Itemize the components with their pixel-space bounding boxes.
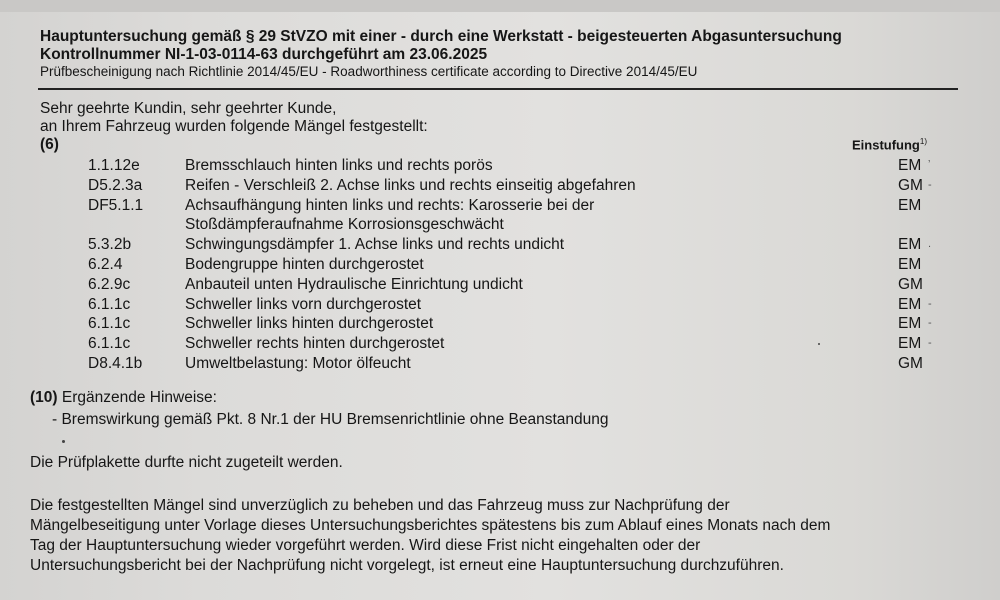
defect-code: 1.1.12e (88, 157, 140, 174)
pen-tick-mark: ʼ (928, 159, 931, 171)
defect-code: D5.2.3a (88, 176, 143, 194)
defect-classification: GM (898, 275, 923, 293)
defect-description-continuation: Stoßdämpferaufnahme Korrosionsgeschwächt (185, 216, 504, 234)
defect-code: 5.3.2b (88, 236, 132, 254)
pen-tick-mark: . (928, 238, 932, 251)
defect-list (0, 156, 1000, 374)
defect-description-line: Umweltbelastung: Motor ölfeucht (185, 354, 411, 372)
defect-row (0, 295, 1000, 315)
classification-label: Einstufung (852, 137, 920, 153)
pen-tick-mark: - (928, 317, 932, 330)
pen-tick-mark: - (928, 337, 932, 350)
defect-row (0, 156, 1000, 176)
defect-classification: EM (898, 196, 922, 214)
greeting-line: Sehr geehrte Kundin, sehr geehrter Kunde, (40, 100, 337, 117)
paper-speck (62, 440, 65, 443)
final-paragraph-line: Die festgestellten Mängel sind unverzüglich zu beheben und das Fahrzeug muss zur Nachprüfung der (30, 497, 730, 514)
defect-description-line: Bodengruppe hinten durchgerostet (185, 255, 424, 273)
paper-speck (818, 343, 820, 345)
defect-code: 6.2.4 (88, 255, 123, 273)
defect-description (185, 196, 594, 236)
defects-section-number: (6) (40, 136, 59, 153)
report-header (40, 28, 970, 80)
defect-code: D8.4.1b (88, 354, 143, 372)
defect-row (0, 176, 1000, 196)
defect-description-line: Anbauteil unten Hydraulische Einrichtung undicht (185, 275, 523, 293)
defect-classification: GM (898, 354, 923, 372)
defect-description-line: Schwingungsdämpfer 1. Achse links und rechts undicht (185, 236, 565, 254)
defect-classification: GM (898, 176, 923, 194)
defect-row (0, 196, 1000, 236)
defect-description-line: Schweller links hinten durchgerostet (185, 315, 434, 333)
defect-description (185, 275, 523, 295)
final-paragraph-line: Mängelbeseitigung unter Vorlage dieses Untersuchungsberichtes spätestens bis zum Ablauf eines Monats nach dem (30, 517, 831, 534)
defect-description (185, 354, 411, 374)
defect-code: 6.1.1c (88, 295, 131, 313)
defect-description-line: Reifen - Verschleiß 2. Achse links und rechts einseitig abgefahren (185, 176, 636, 194)
notes-section-number: (10) (30, 389, 58, 406)
defect-description (185, 235, 564, 255)
defect-classification: EM (898, 236, 922, 254)
defect-description-line: Bremsschlauch hinten links und rechts porös (185, 157, 493, 174)
control-number: Kontrollnummer NI-1-03-0114-63 durchgeführt am 23.06.2025 (40, 46, 488, 63)
defect-classification: EM (898, 295, 922, 313)
defect-row (0, 235, 1000, 255)
defect-row (0, 275, 1000, 295)
final-paragraph-line: Tag der Hauptuntersuchung wieder vorgeführt werden. Wird diese Frist nicht eingehalten oder der (30, 537, 701, 554)
header-divider (38, 88, 958, 90)
classification-column-header (852, 137, 927, 152)
defect-description (185, 156, 493, 176)
defect-classification: EM (898, 255, 922, 273)
defect-description (185, 334, 444, 354)
defect-classification: EM (898, 315, 922, 333)
defect-description (185, 255, 424, 275)
report-title: Hauptuntersuchung gemäß § 29 StVZO mit einer - durch eine Werkstatt - beigesteuerten Abgasuntersuchung (40, 28, 842, 45)
defects-intro: an Ihrem Fahrzeug wurden folgende Mängel festgestellt: (40, 118, 428, 135)
defect-row (0, 314, 1000, 334)
pen-tick-mark: - (928, 297, 932, 310)
defect-classification: EM (898, 335, 922, 353)
pen-tick-mark: - (928, 178, 932, 191)
defect-row (0, 354, 1000, 374)
defect-description-line: Schweller rechts hinten durchgerostet (185, 335, 445, 353)
defect-code: DF5.1.1 (88, 196, 144, 214)
sticker-notice: Die Prüfplakette durfte nicht zugeteilt werden. (30, 454, 343, 471)
defect-description (185, 314, 433, 334)
defect-row (0, 334, 1000, 354)
defect-description (185, 176, 636, 196)
certificate-subtitle: Prüfbescheinigung nach Richtlinie 2014/45/EU - Roadworthiness certificate according to Directive 2014/45/EU (40, 64, 698, 79)
defect-description (185, 295, 421, 315)
notes-item: - Bremswirkung gemäß Pkt. 8 Nr.1 der HU Bremsenrichtlinie ohne Beanstandung (52, 411, 609, 428)
notes-section-title: Ergänzende Hinweise: (61, 389, 217, 406)
defect-code: 6.2.9c (88, 275, 131, 293)
notes-section-heading (30, 389, 217, 407)
defect-description-line: Achsaufhängung hinten links und rechts: Karosserie bei der (185, 196, 595, 214)
defect-description-line: Schweller links vorn durchgerostet (185, 295, 422, 313)
defect-classification: EM (898, 157, 922, 174)
defect-code: 6.1.1c (88, 335, 131, 353)
defect-row (0, 255, 1000, 275)
defect-code: 6.1.1c (88, 315, 131, 333)
final-paragraph-line: Untersuchungsbericht bei der Nachprüfung nicht vorgelegt, ist erneut eine Hauptuntersuchung durchzuführen. (30, 557, 784, 574)
classification-footnote: 1) (919, 137, 928, 146)
cut-off-top-edge (0, 0, 1000, 12)
